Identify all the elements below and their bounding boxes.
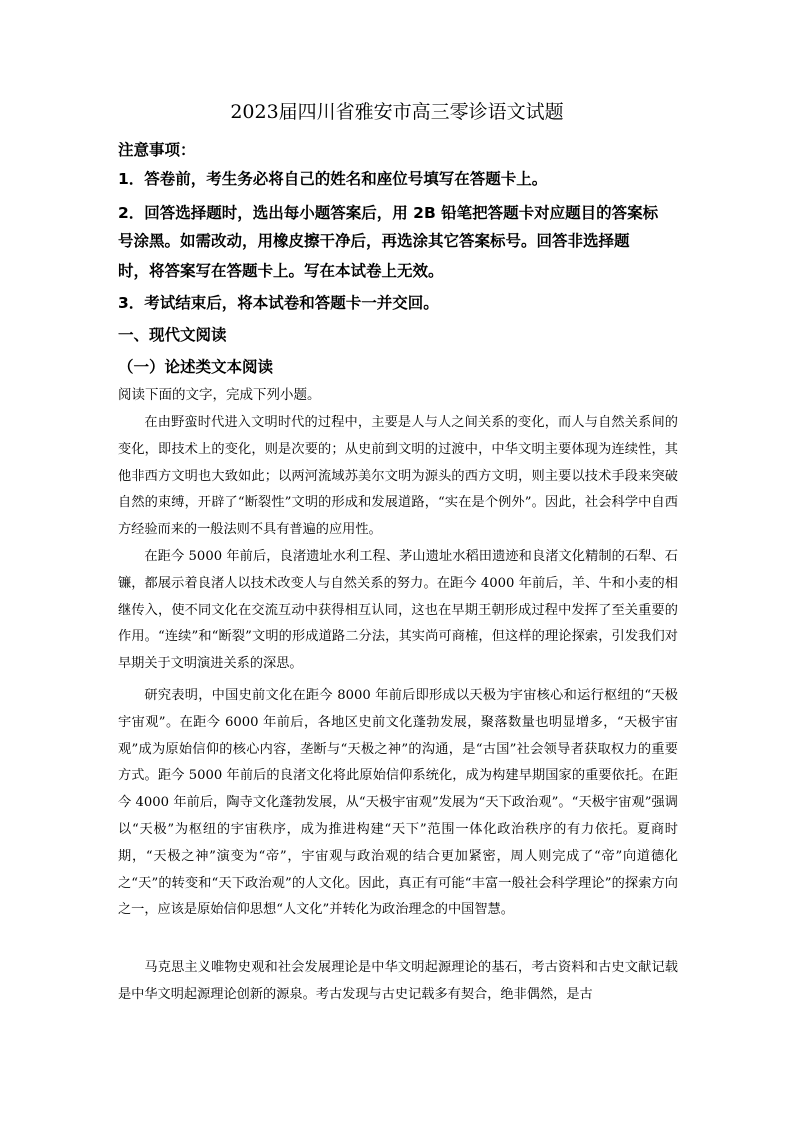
passage-paragraph-2: 在距今 5000 年前后，良渚遗址水利工程、茅山遗址水稻田遗迹和良渚文化精制的石犁、石镰，都展示着良渚人以技术改变人与自然关系的努力。在距今 4000 年前后，羊、牛和小麦的相继传入，使不同文化在交流互动中获得相互认同，这也在早期王朝形成过程中发挥了至关重要的作用。“连续”和“断裂”文明的形成道路二分法，其实尚可商榷，但这样的理论探索，引发我们对早期关于文明演进关系的深思。 [118, 549, 678, 672]
subsection-heading: （一）论述类文本阅读 [118, 358, 274, 376]
notice-item-3: 3．考试结束后，将本试卷和答题卡一并交回。 [118, 294, 439, 312]
notice-heading: 注意事项： [118, 141, 196, 159]
notice-item-2-line-3: 时，将答案写在答题卡上。写在本试卷上无效。 [118, 262, 444, 280]
notice-item-2-line-2: 号涂黑。如需改动，用橡皮擦干净后，再选涂其它答案标号。回答非选择题 [118, 232, 630, 250]
reading-instruction: 阅读下面的文字，完成下列小题。 [118, 387, 321, 403]
notice-item-1: 1．答卷前，考生务必将自己的姓名和座位号填写在答题卡上。 [118, 170, 548, 188]
section-heading: 一、现代文阅读 [118, 326, 227, 344]
passage-paragraph-3: 研究表明，中国史前文化在距今 8000 年前后即形成以天极为宇宙核心和运行枢纽的“天极宇宙观”。在距今 6000 年前后，各地区史前文化蓬勃发展，聚落数量也明显增多，“天极宇宙观”成为原始信仰的核心内容，垄断与“天极之神”的沟通，是“古国”社会领导者获取权力的重要方式。距今 5000 年前后的良渚文化将此原始信仰系统化，成为构建早期国家的重要依托。在距今 4000 年前后，陶寺文化蓬勃发展，从“天极宇宙观”发展为“天下政治观”。“天极宇宙观”强调以“天极”为枢纽的宇宙秩序，成为推进构建“天下”范围一体化政治秩序的有力依托。夏商时期，“天极之神”演变为“帝”，宇宙观与政治观的结合更加紧密，周人则完成了“帝”向道德化之“天”的转变和“天下政治观”的人文化。因此，真正有可能“丰富一般社会科学理论”的探索方向之一，应该是原始信仰思想“人文化”并转化为政治理念的中国智慧。 [118, 688, 678, 918]
passage-paragraph-1: 在由野蛮时代进入文明时代的过程中，主要是人与人之间关系的变化，而人与自然关系间的变化，即技术上的变化，则是次要的；从史前到文明的过渡中，中华文明主要体现为连续性，其他非西方文明也大致如此；以两河流域苏美尔文明为源头的西方文明，则主要以技术手段来突破自然的束缚，开辟了“断裂性”文明的形成和发展道路，“实在是个例外”。因此，社会科学中自西方经验而来的一般法则不具有普遍的应用性。 [118, 415, 678, 538]
document-title: 2023届四川省雅安市高三零诊语文试题 [230, 101, 564, 123]
notice-item-2-line-1: 2．回答选择题时，选出每小题答案后，用 2B 铅笔把答题卡对应题目的答案标 [118, 204, 659, 222]
passage-paragraph-4: 马克思主义唯物史观和社会发展理论是中华文明起源理论的基石，考古资料和古史文献记载是中华文明起源理论创新的源泉。考古发现与古史记载多有契合，绝非偶然，是古 [118, 960, 678, 1002]
